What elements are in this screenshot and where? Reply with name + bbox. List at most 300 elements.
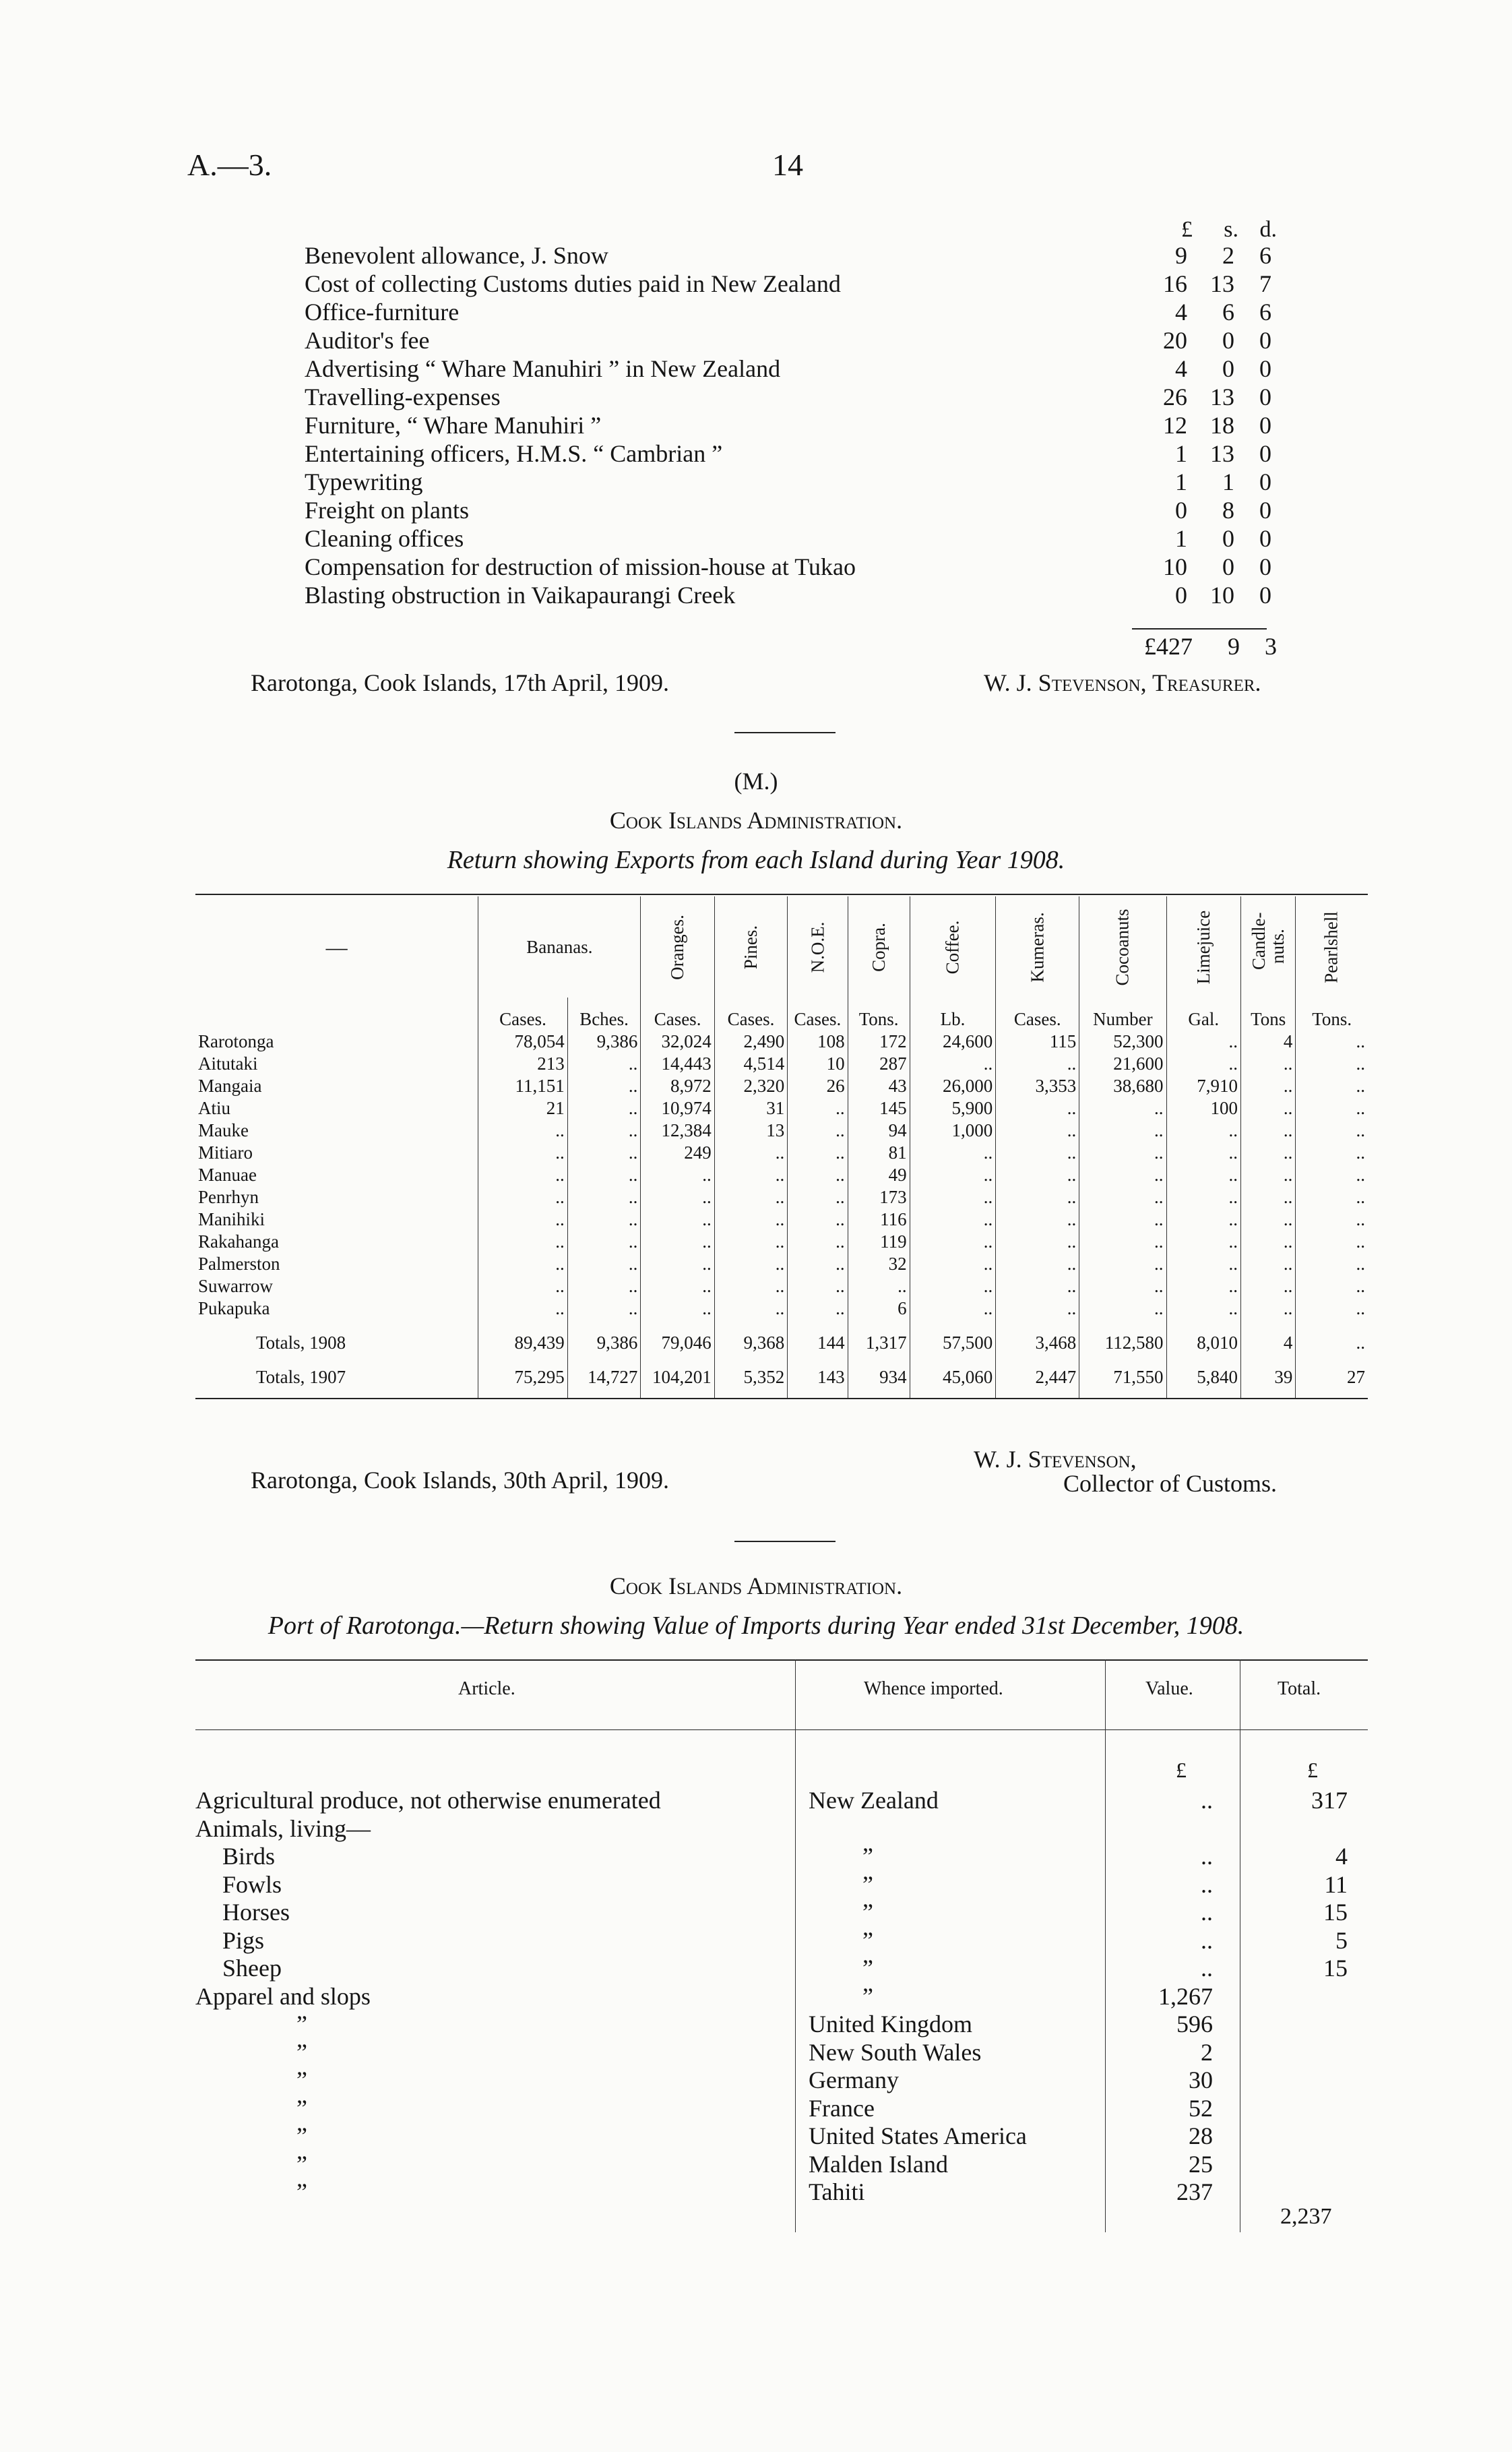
- export-cell: 26: [788, 1075, 848, 1097]
- export-cell: 2,320: [714, 1075, 787, 1097]
- island-row: [195, 1297, 1368, 1320]
- export-cell: ..: [1166, 1231, 1240, 1253]
- export-cell: 1,000: [910, 1120, 996, 1142]
- import-article: Sheep: [222, 1955, 282, 1982]
- export-cell: 3,468: [996, 1320, 1079, 1356]
- island-row: [195, 1208, 1368, 1231]
- expense-pounds: 0: [1175, 497, 1187, 524]
- export-cell: ..: [1240, 1297, 1295, 1320]
- import-value: 596: [1176, 2011, 1213, 2037]
- expense-label: Compensation for destruction of mission-house at Tukao: [305, 553, 856, 580]
- expense-label: Typewriting: [305, 468, 423, 495]
- export-cell: 7,910: [1166, 1075, 1240, 1097]
- export-cell: ..: [910, 1164, 996, 1186]
- export-cell: 52,300: [1079, 1031, 1166, 1053]
- export-cell: ..: [996, 1164, 1079, 1186]
- export-cell: 45,060: [910, 1356, 996, 1399]
- export-cell: 38,680: [1079, 1075, 1166, 1097]
- export-cell: ..: [567, 1231, 641, 1253]
- unit-label: Cases.: [478, 998, 567, 1031]
- unit-label: Tons.: [848, 998, 910, 1031]
- export-cell: ..: [788, 1297, 848, 1320]
- expense-pounds: 26: [1163, 384, 1187, 410]
- export-cell: ..: [1296, 1186, 1368, 1208]
- import-whence: ”: [862, 1926, 873, 1954]
- export-cell: ..: [641, 1208, 714, 1231]
- export-cell: ..: [848, 1275, 910, 1297]
- export-cell: ..: [567, 1120, 641, 1142]
- export-cell: ..: [1296, 1208, 1368, 1231]
- unit-label: Tons.: [1296, 998, 1368, 1031]
- export-cell: ..: [1079, 1097, 1166, 1120]
- import-value: 30: [1189, 2066, 1213, 2093]
- export-cell: ..: [478, 1297, 567, 1320]
- exports-place-date: Rarotonga, Cook Islands, 30th April, 1909.: [251, 1467, 669, 1494]
- export-cell: ..: [1296, 1253, 1368, 1275]
- export-cell: ..: [1079, 1142, 1166, 1164]
- export-cell: ..: [714, 1231, 787, 1253]
- export-cell: ..: [641, 1164, 714, 1186]
- export-cell: ..: [910, 1186, 996, 1208]
- export-cell: ..: [1079, 1275, 1166, 1297]
- export-cell: 32: [848, 1253, 910, 1275]
- export-cell: ..: [996, 1231, 1079, 1253]
- island-name: Manuae: [198, 1165, 257, 1185]
- import-value: 52: [1189, 2094, 1213, 2122]
- export-cell: ..: [478, 1164, 567, 1186]
- col-noe: N.O.E.: [788, 896, 848, 998]
- island-row: [195, 1142, 1368, 1164]
- expense-pounds: 1: [1175, 440, 1187, 467]
- export-cell: ..: [714, 1275, 787, 1297]
- expense-row: [305, 439, 1275, 468]
- expense-label: Entertaining officers, H.M.S. “ Cambrian ”: [305, 440, 723, 467]
- export-cell: ..: [910, 1231, 996, 1253]
- export-cell: 8,010: [1166, 1320, 1240, 1356]
- expense-shillings: 18: [1210, 412, 1234, 439]
- export-cell: ..: [1240, 1208, 1295, 1231]
- island-row: [195, 1186, 1368, 1208]
- export-cell: ..: [567, 1164, 641, 1186]
- expense-label: Benevolent allowance, J. Snow: [305, 242, 608, 269]
- exports-admin-title: Cook Islands Administration.: [609, 807, 903, 834]
- imports-title: Port of Rarotonga.—Return showing Value of Imports during Year ended 31st December, 1908.: [267, 1612, 1245, 1640]
- island-name: Totals, 1908: [256, 1332, 346, 1353]
- unit-label: Lb.: [910, 998, 996, 1031]
- export-cell: ..: [996, 1275, 1079, 1297]
- imports-admin-title: Cook Islands Administration.: [609, 1572, 903, 1599]
- export-cell: 75,295: [478, 1356, 567, 1399]
- export-cell: ..: [478, 1142, 567, 1164]
- expense-shillings: 1: [1222, 468, 1234, 495]
- export-cell: 6: [848, 1297, 910, 1320]
- export-cell: ..: [478, 1275, 567, 1297]
- island-name: Manihiki: [198, 1209, 265, 1229]
- export-cell: ..: [996, 1142, 1079, 1164]
- export-cell: 116: [848, 1208, 910, 1231]
- export-cell: ..: [1079, 1253, 1166, 1275]
- export-cell: ..: [996, 1053, 1079, 1075]
- island-row: [195, 1053, 1368, 1075]
- header-total: Total.: [1278, 1678, 1321, 1699]
- expense-pence: 0: [1259, 553, 1271, 580]
- expense-shillings: 0: [1222, 553, 1234, 580]
- expense-row: [305, 270, 1275, 298]
- expense-shillings: 8: [1222, 497, 1234, 524]
- export-cell: 145: [848, 1097, 910, 1120]
- export-cell: ..: [996, 1186, 1079, 1208]
- export-cell: 81: [848, 1142, 910, 1164]
- expense-row: [305, 298, 1275, 326]
- expense-row: [305, 411, 1275, 439]
- export-cell: ..: [788, 1120, 848, 1142]
- expense-pounds: 1: [1175, 468, 1187, 495]
- export-cell: ..: [788, 1097, 848, 1120]
- export-cell: ..: [1166, 1120, 1240, 1142]
- export-cell: 287: [848, 1053, 910, 1075]
- imports-grand-total: 2,237: [1280, 2204, 1332, 2229]
- section-divider-2: [734, 1541, 836, 1542]
- import-article: Apparel and slops: [195, 1982, 371, 2010]
- export-cell: 112,580: [1079, 1320, 1166, 1356]
- export-cell: 9,386: [567, 1320, 641, 1356]
- expense-row: [305, 468, 1275, 496]
- export-cell: 11,151: [478, 1075, 567, 1097]
- export-cell: ..: [714, 1142, 787, 1164]
- import-whence: Tahiti: [809, 2178, 865, 2205]
- export-cell: ..: [567, 1053, 641, 1075]
- export-cell: ..: [1296, 1120, 1368, 1142]
- export-cell: 10: [788, 1053, 848, 1075]
- expense-label: Blasting obstruction in Vaikapaurangi Creek: [305, 582, 736, 609]
- import-article: ”: [296, 2038, 307, 2066]
- island-row: [195, 1164, 1368, 1186]
- island-name: Penrhyn: [198, 1187, 259, 1207]
- export-cell: ..: [1166, 1053, 1240, 1075]
- export-cell: 9,386: [567, 1031, 641, 1053]
- export-cell: ..: [910, 1053, 996, 1075]
- expense-row: [305, 326, 1275, 355]
- export-cell: 43: [848, 1075, 910, 1097]
- export-cell: 71,550: [1079, 1356, 1166, 1399]
- island-row: [195, 1231, 1368, 1253]
- island-name: Mitiaro: [198, 1142, 253, 1163]
- expense-pounds: 4: [1175, 299, 1187, 326]
- col-candlenuts: Candle-nuts.: [1240, 896, 1295, 998]
- unit-label: Number: [1079, 998, 1166, 1031]
- expense-shillings: 0: [1222, 525, 1234, 552]
- island-name: Rakahanga: [198, 1231, 279, 1252]
- export-cell: ..: [996, 1253, 1079, 1275]
- page-reference: A.—3.: [187, 148, 272, 182]
- expense-pence: 6: [1259, 242, 1271, 269]
- unit-label: Cases.: [788, 998, 848, 1031]
- export-cell: ..: [1240, 1164, 1295, 1186]
- expense-pence: 0: [1259, 440, 1271, 467]
- export-cell: 249: [641, 1142, 714, 1164]
- imports-header-rule: [195, 1729, 1368, 1730]
- export-cell: 934: [848, 1356, 910, 1399]
- export-cell: ..: [1166, 1164, 1240, 1186]
- exports-table: [195, 896, 1368, 1399]
- expense-shillings: 6: [1222, 299, 1234, 326]
- export-cell: 14,443: [641, 1053, 714, 1075]
- export-cell: ..: [567, 1097, 641, 1120]
- import-whence: New South Wales: [809, 2038, 982, 2066]
- island-name: Rarotonga: [198, 1031, 274, 1051]
- island-name: Atiu: [198, 1098, 231, 1118]
- expense-place-date: Rarotonga, Cook Islands, 17th April, 1909.: [251, 669, 669, 696]
- export-cell: ..: [1296, 1142, 1368, 1164]
- expense-label: Furniture, “ Whare Manuhiri ”: [305, 412, 602, 439]
- export-cell: 94: [848, 1120, 910, 1142]
- export-cell: 12,384: [641, 1120, 714, 1142]
- export-cell: ..: [1240, 1097, 1295, 1120]
- export-cell: ..: [714, 1208, 787, 1231]
- export-cell: ..: [788, 1142, 848, 1164]
- expense-label: Cleaning offices: [305, 525, 464, 552]
- import-whence: ”: [862, 1870, 873, 1898]
- header-value: Value.: [1145, 1678, 1193, 1699]
- island-name: Totals, 1907: [195, 1356, 478, 1399]
- export-cell: ..: [567, 1275, 641, 1297]
- export-cell: ..: [1079, 1231, 1166, 1253]
- unit-label: Tons: [1240, 998, 1295, 1031]
- export-cell: ..: [714, 1253, 787, 1275]
- expense-pence: 6: [1259, 299, 1271, 326]
- import-total: 317: [1311, 1787, 1348, 1814]
- import-article: ”: [296, 2094, 307, 2122]
- header-whence: Whence imported.: [864, 1678, 1003, 1699]
- export-cell: ..: [1240, 1142, 1295, 1164]
- expense-pounds: 20: [1163, 327, 1187, 354]
- export-cell: 5,840: [1166, 1356, 1240, 1399]
- export-cell: ..: [1079, 1297, 1166, 1320]
- expense-shillings: 0: [1222, 355, 1234, 382]
- export-cell: 4: [1240, 1031, 1295, 1053]
- export-cell: ..: [714, 1297, 787, 1320]
- import-value: 1,267: [1158, 1982, 1213, 2010]
- export-cell: ..: [1079, 1120, 1166, 1142]
- export-cell: ..: [1296, 1164, 1368, 1186]
- export-cell: 49: [848, 1164, 910, 1186]
- export-cell: 115: [996, 1031, 1079, 1053]
- export-cell: 173: [848, 1186, 910, 1208]
- import-total: 11: [1324, 1870, 1348, 1898]
- export-cell: 2,490: [714, 1031, 787, 1053]
- export-cell: 213: [478, 1053, 567, 1075]
- expense-pounds: 1: [1175, 525, 1187, 552]
- unit-label: Cases.: [641, 998, 714, 1031]
- import-whence: France: [809, 2094, 875, 2122]
- island-row: [195, 1031, 1368, 1053]
- col-kumeras: Kumeras.: [996, 896, 1079, 998]
- import-article: Horses: [222, 1899, 290, 1926]
- export-cell: ..: [1240, 1075, 1295, 1097]
- treasurer-signature: W. J. Stevenson, Treasurer.: [984, 669, 1261, 696]
- island-row: [195, 1253, 1368, 1275]
- island-name: Mauke: [198, 1120, 249, 1140]
- export-cell: 78,054: [478, 1031, 567, 1053]
- export-cell: ..: [567, 1297, 641, 1320]
- expense-label: Auditor's fee: [305, 327, 430, 354]
- export-cell: ..: [1240, 1253, 1295, 1275]
- export-cell: ..: [1240, 1120, 1295, 1142]
- expense-pence: 0: [1259, 582, 1271, 609]
- expense-pence: 7: [1259, 270, 1271, 297]
- import-total: 15: [1323, 1955, 1348, 1982]
- import-value: ..: [1201, 1787, 1213, 1814]
- export-cell: 172: [848, 1031, 910, 1053]
- import-article: Pigs: [222, 1926, 265, 1954]
- export-cell: ..: [788, 1253, 848, 1275]
- export-cell: ..: [567, 1208, 641, 1231]
- expense-row: [305, 496, 1275, 524]
- export-cell: ..: [788, 1275, 848, 1297]
- collector-signature-name: W. J. Stevenson,: [974, 1446, 1137, 1473]
- unit-label: Cases.: [996, 998, 1079, 1031]
- expense-pence: 0: [1259, 355, 1271, 382]
- import-article: Animals, living—: [195, 1814, 371, 1842]
- export-cell: ..: [788, 1208, 848, 1231]
- import-whence: ”: [862, 1955, 873, 1982]
- expense-pence: 0: [1259, 384, 1271, 410]
- export-cell: 5,352: [714, 1356, 787, 1399]
- export-cell: ..: [714, 1186, 787, 1208]
- expense-pounds: 16: [1163, 270, 1187, 297]
- export-cell: ..: [996, 1297, 1079, 1320]
- export-cell: ..: [788, 1186, 848, 1208]
- export-cell: ..: [1240, 1053, 1295, 1075]
- import-whence: Malden Island: [809, 2150, 948, 2178]
- unit-label: Bches.: [567, 998, 641, 1031]
- section-label: (M.): [734, 768, 778, 795]
- import-value: ..: [1201, 1955, 1213, 1982]
- export-cell: ..: [641, 1253, 714, 1275]
- col-copra: Copra.: [848, 896, 910, 998]
- exports-title: Return showing Exports from each Island during Year 1908.: [447, 846, 1065, 874]
- expense-row: [305, 581, 1275, 609]
- export-cell: ..: [641, 1186, 714, 1208]
- export-cell: 104,201: [641, 1356, 714, 1399]
- export-cell: ..: [910, 1142, 996, 1164]
- export-cell: 57,500: [910, 1320, 996, 1356]
- export-cell: ..: [996, 1097, 1079, 1120]
- col-limejuice: Limejuice: [1166, 896, 1240, 998]
- expense-pounds: 4: [1175, 355, 1187, 382]
- island-name: Suwarrow: [198, 1276, 273, 1296]
- import-article: Fowls: [222, 1870, 282, 1898]
- expense-pence: 0: [1259, 497, 1271, 524]
- page-number: 14: [772, 148, 803, 182]
- export-cell: ..: [567, 1142, 641, 1164]
- export-cell: ..: [478, 1253, 567, 1275]
- expense-pence: 0: [1259, 327, 1271, 354]
- export-cell: 21: [478, 1097, 567, 1120]
- export-cell: 119: [848, 1231, 910, 1253]
- export-cell: ..: [1296, 1097, 1368, 1120]
- import-value: 25: [1189, 2150, 1213, 2178]
- import-article: ”: [296, 2150, 307, 2178]
- section-divider: [734, 732, 836, 733]
- export-cell: ..: [996, 1208, 1079, 1231]
- expense-pence: 0: [1259, 525, 1271, 552]
- export-cell: ..: [567, 1186, 641, 1208]
- export-cell: 144: [788, 1320, 848, 1356]
- export-cell: ..: [1296, 1053, 1368, 1075]
- export-cell: ..: [788, 1164, 848, 1186]
- export-cell: 1,317: [848, 1320, 910, 1356]
- exports-top-rule: [195, 894, 1368, 895]
- expense-shillings: 2: [1222, 242, 1234, 269]
- units-row: [195, 998, 1368, 1031]
- export-cell: 9,368: [714, 1320, 787, 1356]
- expense-shillings: 0: [1222, 327, 1234, 354]
- export-cell: 26,000: [910, 1075, 996, 1097]
- export-cell: ..: [1166, 1253, 1240, 1275]
- collector-signature-title: Collector of Customs.: [1063, 1470, 1277, 1497]
- import-whence: ”: [862, 1982, 873, 2010]
- export-cell: 4,514: [714, 1053, 787, 1075]
- export-cell: ..: [1166, 1142, 1240, 1164]
- import-value: 237: [1176, 2178, 1213, 2205]
- import-article: ”: [296, 2066, 307, 2093]
- expense-row: [305, 524, 1275, 553]
- expense-row: [305, 241, 1275, 270]
- expense-pence: 0: [1259, 412, 1271, 439]
- export-cell: ..: [1296, 1297, 1368, 1320]
- expense-pounds: 12: [1163, 412, 1187, 439]
- export-cell: ..: [1240, 1231, 1295, 1253]
- totals-1908-row: [195, 1320, 1368, 1356]
- export-cell: ..: [910, 1275, 996, 1297]
- export-cell: 10,974: [641, 1097, 714, 1120]
- island-name: Mangaia: [198, 1076, 262, 1096]
- export-cell: 24,600: [910, 1031, 996, 1053]
- island-row: [195, 1075, 1368, 1097]
- col-cocoanuts: Cocoanuts: [1079, 896, 1166, 998]
- col-bananas: Bananas.: [478, 896, 641, 998]
- export-cell: 100: [1166, 1097, 1240, 1120]
- col-coffee: Coffee.: [910, 896, 996, 998]
- export-cell: ..: [1166, 1297, 1240, 1320]
- export-cell: 14,727: [567, 1356, 641, 1399]
- island-name: Aitutaki: [198, 1053, 258, 1074]
- export-cell: 4: [1240, 1320, 1295, 1356]
- import-value: 28: [1189, 2122, 1213, 2149]
- export-cell: ..: [1240, 1275, 1295, 1297]
- import-whence: ”: [862, 1899, 873, 1926]
- expense-shillings: 13: [1210, 270, 1234, 297]
- export-cell: 13: [714, 1120, 787, 1142]
- exports-header-row: [195, 896, 1368, 998]
- expense-pounds: 10: [1163, 553, 1187, 580]
- export-cell: ..: [567, 1253, 641, 1275]
- import-whence: New Zealand: [809, 1787, 939, 1814]
- expense-label: Office-furniture: [305, 299, 460, 326]
- total-rule: [1132, 628, 1267, 630]
- total-currency: £: [1307, 1758, 1318, 1782]
- import-value: ..: [1201, 1870, 1213, 1898]
- export-cell: ..: [1166, 1208, 1240, 1231]
- import-total: 5: [1335, 1926, 1348, 1954]
- expense-pounds: 9: [1175, 242, 1187, 269]
- expense-label: Travelling-expenses: [305, 384, 501, 410]
- export-cell: ..: [567, 1075, 641, 1097]
- island-name: Palmerston: [198, 1254, 280, 1274]
- export-cell: ..: [1296, 1031, 1368, 1053]
- header-dash: —: [325, 934, 348, 959]
